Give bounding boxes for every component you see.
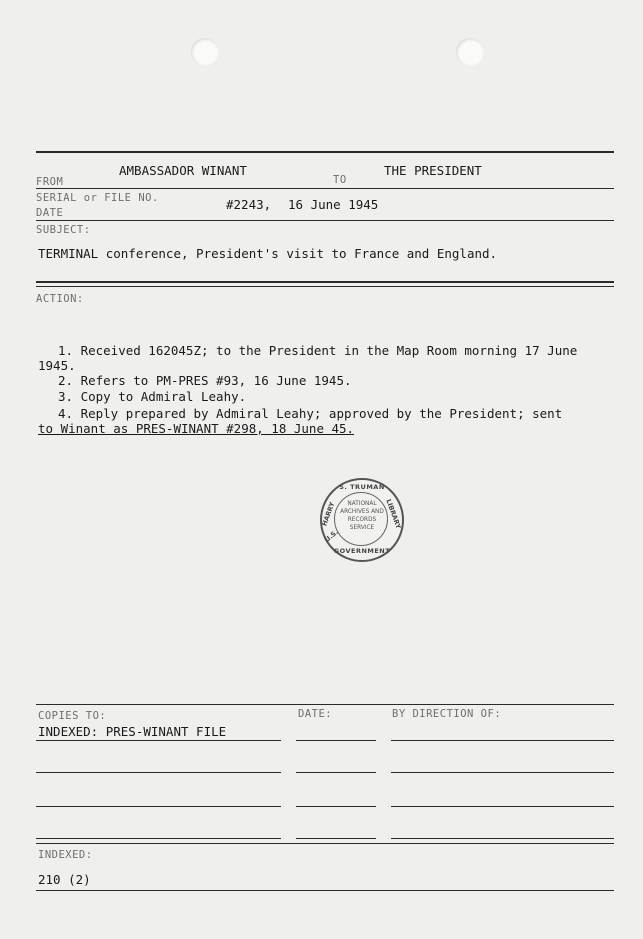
action-rule-bottom xyxy=(36,286,614,287)
copies-line-1 xyxy=(36,740,281,741)
to-value: THE PRESIDENT xyxy=(384,163,482,178)
serial-label: SERIAL or FILE NO. xyxy=(36,192,159,204)
stamp-center-line-1: NATIONAL xyxy=(347,501,377,507)
action-item-4-line-1: 4. Reply prepared by Admiral Leahy; approved by the President; sent xyxy=(58,406,563,421)
action-item-1-line-1: 1. Received 162045Z; to the President in the Map Room morning 17 June xyxy=(58,343,578,358)
subject-value: TERMINAL conference, President's visit to France and England. xyxy=(38,246,498,261)
footer-top-rule xyxy=(36,704,614,705)
stamp-ring-us: U.S. xyxy=(323,528,340,544)
from-label: FROM xyxy=(36,176,64,188)
date-line-2 xyxy=(296,772,376,773)
from-rule xyxy=(36,188,614,189)
direction-label: BY DIRECTION OF: xyxy=(392,708,502,720)
action-item-3: 3. Copy to Admiral Leahy. xyxy=(58,389,247,404)
stamp-ring-left: HARRY xyxy=(320,500,337,528)
date-line-3 xyxy=(296,806,376,807)
copies-line-2 xyxy=(36,772,281,773)
stamp-center-text xyxy=(334,500,390,532)
serial-value: #2243, xyxy=(226,197,272,212)
copies-line-4 xyxy=(36,838,281,839)
indexed-top-rule xyxy=(36,843,614,844)
stamp-ring-right: LIBRARY xyxy=(384,498,403,530)
date-line-1 xyxy=(296,740,376,741)
stamp-ring-bottom: GOVERNMENT xyxy=(333,547,391,555)
action-item-2: 2. Refers to PM-PRES #93, 16 June 1945. xyxy=(58,373,352,388)
serial-rule xyxy=(36,220,614,221)
direction-line-1 xyxy=(391,740,614,741)
date-line-4 xyxy=(296,838,376,839)
punch-hole-right xyxy=(456,38,484,66)
action-label: ACTION: xyxy=(36,293,84,305)
indexed-value: 210 (2) xyxy=(38,872,91,887)
stamp-center-line-3: RECORDS xyxy=(347,517,377,523)
stamp-center-line-4: SERVICE xyxy=(349,525,375,531)
direction-line-3 xyxy=(391,806,614,807)
date-label: DATE xyxy=(36,207,64,219)
bottom-rule xyxy=(36,890,614,891)
footer-date-label: DATE: xyxy=(298,708,333,720)
stamp-ring-top: S. TRUMAN xyxy=(339,483,385,491)
copies-label: COPIES TO: xyxy=(38,710,107,722)
punch-hole-left xyxy=(191,38,219,66)
indexed-label: INDEXED: xyxy=(38,849,93,861)
date-value: 16 June 1945 xyxy=(288,197,379,212)
copies-value: INDEXED: PRES-WINANT FILE xyxy=(38,724,227,739)
subject-label: SUBJECT: xyxy=(36,224,91,236)
action-item-4-line-2: to Winant as PRES-WINANT #298, 18 June 45. xyxy=(38,421,355,436)
action-rule-top xyxy=(36,281,614,283)
stamp-center-line-2: ARCHIVES AND xyxy=(340,509,384,515)
copies-line-3 xyxy=(36,806,281,807)
library-stamp xyxy=(320,478,404,562)
direction-line-4 xyxy=(391,838,614,839)
to-label: TO xyxy=(333,174,347,186)
top-rule xyxy=(36,151,614,153)
from-value: AMBASSADOR WINANT xyxy=(119,163,247,178)
direction-line-2 xyxy=(391,772,614,773)
action-item-1-line-2: 1945. xyxy=(38,358,76,373)
